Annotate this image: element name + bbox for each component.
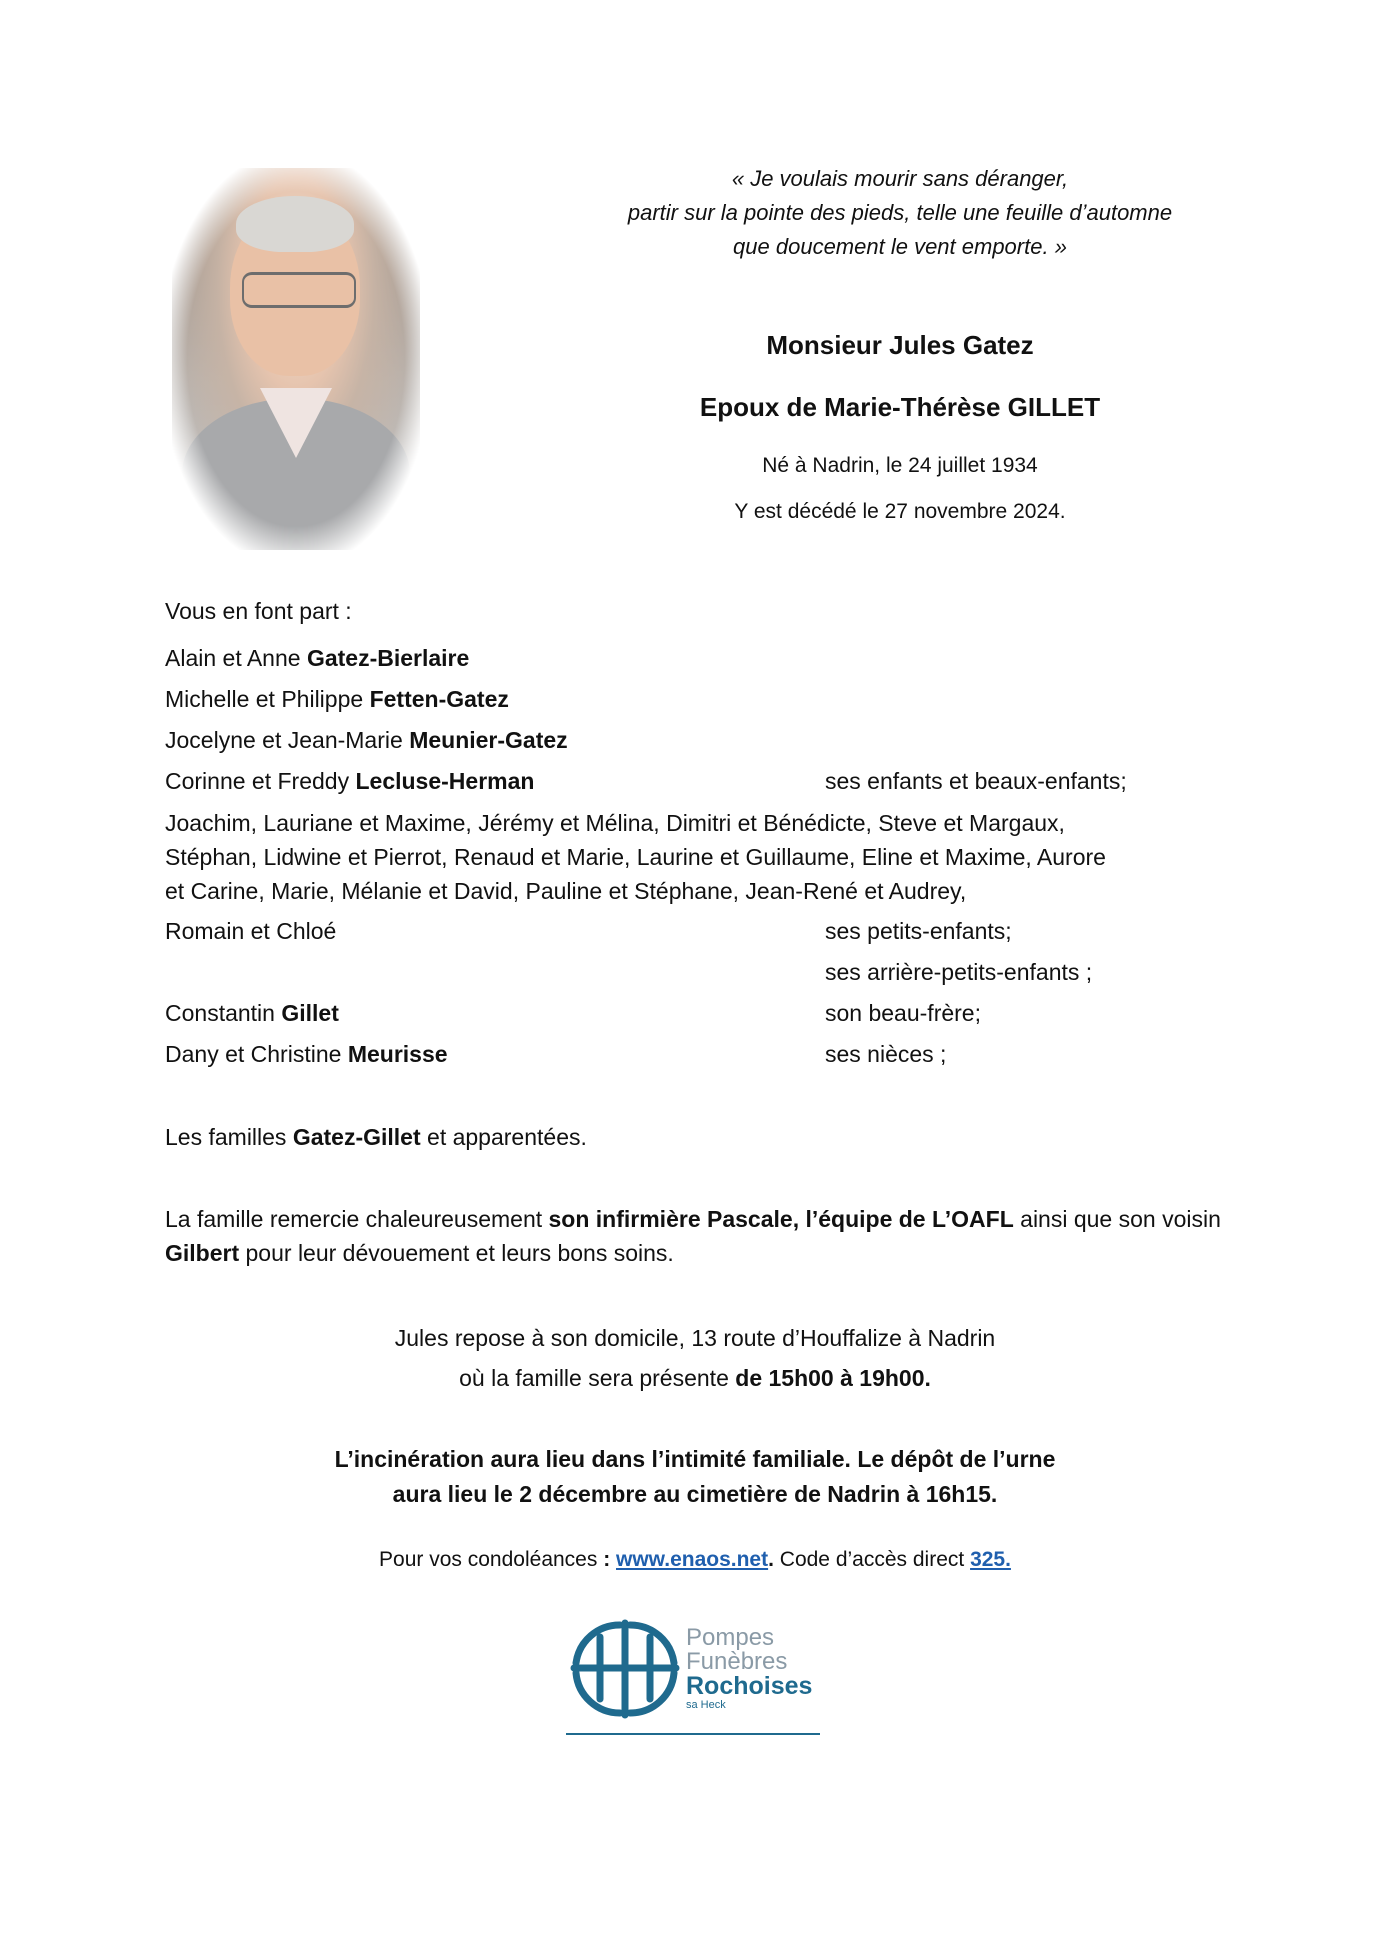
rest-hours: de 15h00 à 19h00. <box>735 1365 931 1391</box>
grandchildren-line-4: Romain et Chloé <box>165 918 337 944</box>
child-last: Fetten-Gatez <box>369 686 509 712</box>
nieces-last: Meurisse <box>347 1041 448 1067</box>
child-first: Jocelyne et Jean-Marie <box>165 727 410 753</box>
child-row-1 <box>165 645 469 672</box>
nieces-row <box>165 1041 448 1068</box>
condolences-colon: : <box>603 1548 617 1571</box>
brother-in-law-first: Constantin <box>165 1000 282 1026</box>
quote-line-1: « Je voulais mourir sans déranger, <box>731 166 1069 191</box>
thanks-bold-1: son infirmière Pascale, l’équipe de L’OAFL <box>548 1206 1014 1232</box>
grandchildren-line-3: et Carine, Marie, Mélanie et David, Pauline et Stéphane, Jean-René et Audrey, <box>165 878 967 904</box>
relation-great-grandchildren: ses arrière-petits-enfants ; <box>825 959 1093 985</box>
grandchildren-line-1: Joachim, Lauriane et Maxime, Jérémy et Mélina, Dimitri et Bénédicte, Steve et Margaux, <box>165 810 1065 836</box>
access-code-link[interactable]: 325. <box>970 1548 1011 1571</box>
condolences-pre: Pour vos condoléances <box>379 1548 604 1571</box>
cremation-line-2: aura lieu le 2 décembre au cimetière de Nadrin à 16h15. <box>392 1481 998 1507</box>
thanks-pre: La famille remercie chaleureusement <box>165 1206 549 1232</box>
child-last: Lecluse-Herman <box>355 768 535 794</box>
logo-line-3: Rochoises <box>686 1672 813 1700</box>
thanks-post: pour leur dévouement et leurs bons soins. <box>239 1240 674 1266</box>
child-row-3 <box>165 727 568 754</box>
relation-children: ses enfants et beaux-enfants; <box>825 768 1127 794</box>
portrait-photo <box>172 168 420 550</box>
condolences-line <box>165 1540 1225 1580</box>
relation-grandchildren: ses petits-enfants; <box>825 918 1012 944</box>
child-first: Corinne et Freddy <box>165 768 356 794</box>
condolences-dot: . <box>768 1548 774 1571</box>
death-line: Y est décédé le 27 novembre 2024. <box>734 500 1066 523</box>
quote <box>560 162 1240 264</box>
relation-brother-in-law: son beau-frère; <box>825 1000 981 1026</box>
logo-line-2: Funèbres <box>686 1648 788 1675</box>
child-row-4 <box>165 768 534 795</box>
thanks-bold-2: Gilbert <box>165 1240 240 1266</box>
child-first: Michelle et Philippe <box>165 686 370 712</box>
logo-line-4: sa Heck <box>686 1699 726 1711</box>
families-post: et apparentées. <box>420 1124 587 1150</box>
rest-line-1: Jules repose à son domicile, 13 route d’Houffalize à Nadrin <box>394 1325 996 1351</box>
child-first: Alain et Anne <box>165 645 307 671</box>
relation-nieces: ses nièces ; <box>825 1041 947 1067</box>
child-row-2 <box>165 686 509 713</box>
deceased-name: Monsieur Jules Gatez <box>766 330 1034 360</box>
brother-in-law-last: Gillet <box>281 1000 339 1026</box>
families-line <box>165 1124 587 1151</box>
nieces-first: Dany et Christine <box>165 1041 348 1067</box>
funeral-home-logo <box>566 1617 826 1737</box>
condolences-mid: Code d’accès direct <box>773 1548 971 1571</box>
families-name: Gatez-Gillet <box>292 1124 421 1150</box>
child-last: Meunier-Gatez <box>409 727 568 753</box>
rest-line-2-pre: où la famille sera présente <box>459 1365 736 1391</box>
families-pre: Les familles <box>165 1124 293 1150</box>
quote-line-2: partir sur la pointe des pieds, telle une feuille d’automne <box>627 200 1173 225</box>
grandchildren-line-2: Stéphan, Lidwine et Pierrot, Renaud et Marie, Laurine et Guillaume, Eline et Maxime, Aurore <box>165 844 1106 870</box>
logo-line-1: Pompes <box>686 1624 775 1651</box>
rest-line-2 <box>165 1358 1225 1398</box>
enaos-link[interactable]: www.enaos.net <box>616 1548 769 1571</box>
spouse-line: Epoux de Marie-Thérèse GILLET <box>699 392 1101 422</box>
cremation-line-1: L’incinération aura lieu dans l’intimité familiale. Le dépôt de l’urne <box>334 1446 1056 1472</box>
thanks-mid: ainsi que son voisin <box>1013 1206 1221 1232</box>
child-last: Gatez-Bierlaire <box>306 645 470 671</box>
brother-in-law-row <box>165 1000 339 1027</box>
announce-heading: Vous en font part : <box>165 598 352 624</box>
birth-line: Né à Nadrin, le 24 juillet 1934 <box>762 454 1038 477</box>
quote-line-3: que doucement le vent emporte. » <box>733 234 1067 259</box>
thanks-paragraph <box>165 1202 1225 1270</box>
